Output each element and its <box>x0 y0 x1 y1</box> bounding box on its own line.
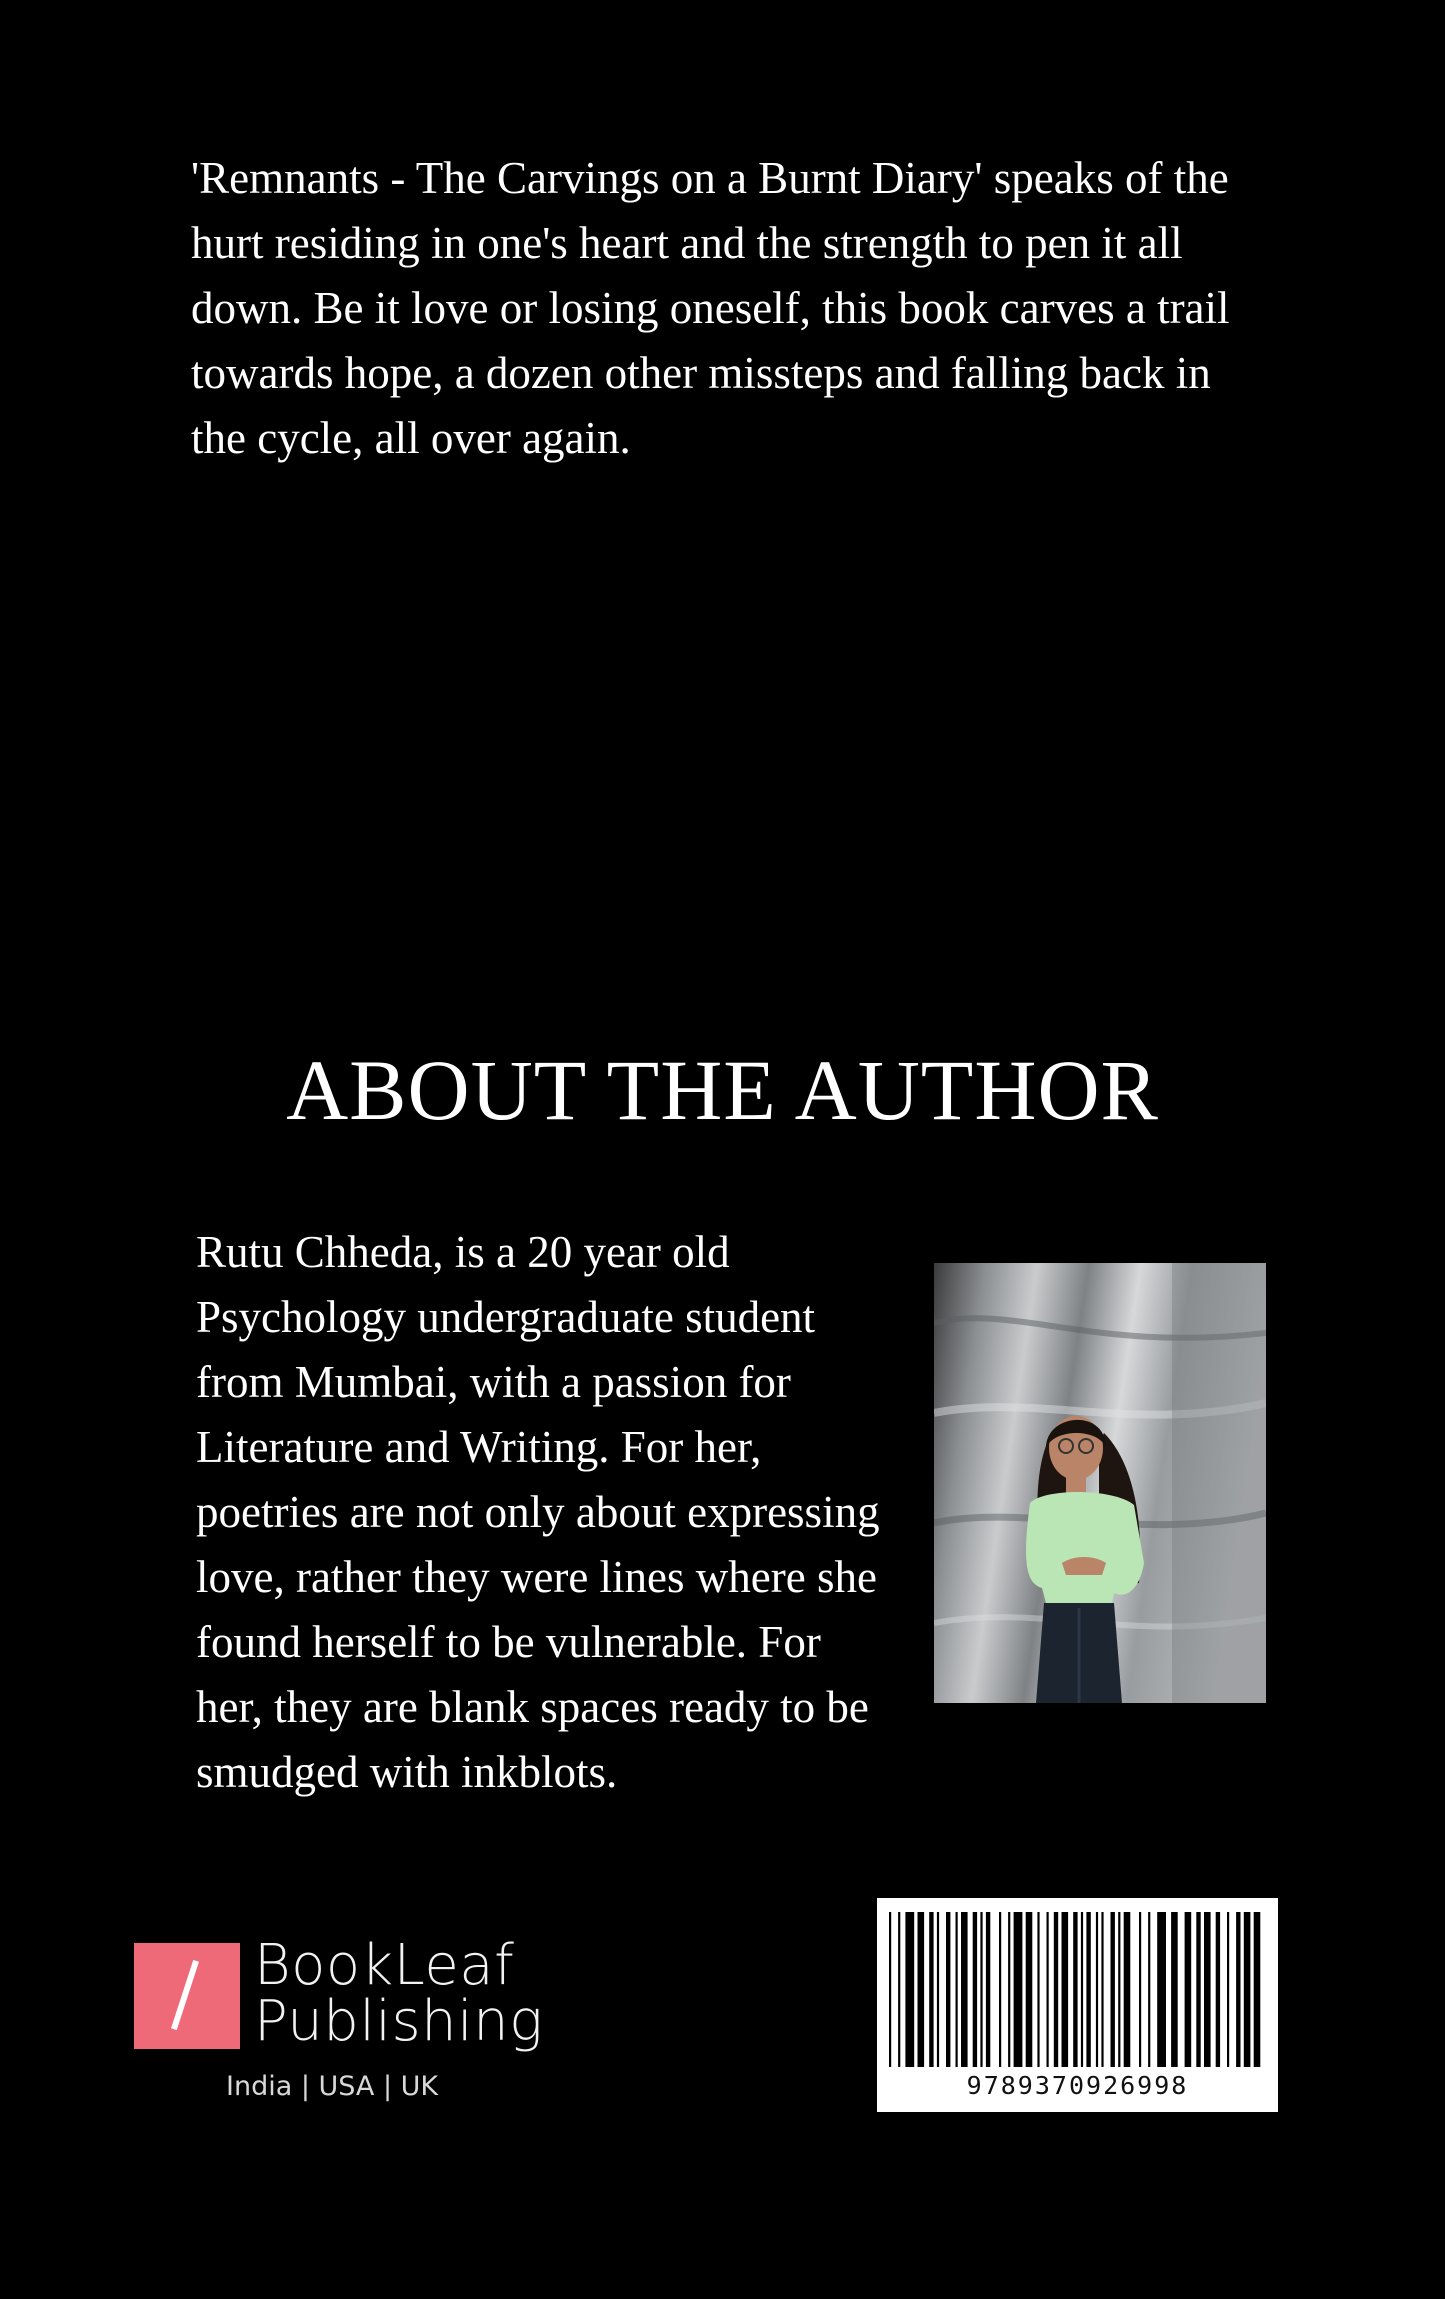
barcode-bar <box>929 1912 933 2067</box>
publisher-regions: India | USA | UK <box>226 2071 439 2102</box>
publisher-slash-icon <box>134 1943 240 2049</box>
barcode-bar <box>1196 1912 1200 2067</box>
publisher-name-line2: Publishing <box>254 1989 544 2054</box>
barcode-bar <box>1014 1912 1023 2067</box>
barcode-bar <box>1118 1912 1120 2067</box>
barcode-bar <box>1185 1912 1192 2067</box>
barcode-bar <box>980 1912 982 2067</box>
about-author-heading: ABOUT THE AUTHOR <box>286 1042 1159 1138</box>
barcode-bar <box>956 1912 958 2067</box>
barcode-bar <box>1008 1912 1010 2067</box>
isbn-number: 9789370926998 <box>966 2071 1189 2100</box>
barcode-bar <box>1054 1912 1058 2067</box>
barcode-bar <box>937 1912 939 2067</box>
barcode-bar <box>1096 1912 1098 2067</box>
barcode-bar <box>1148 1912 1150 2067</box>
barcode-bar <box>946 1912 950 2067</box>
book-blurb: 'Remnants - The Carvings on a Burnt Diary' speaks of the hurt residing in one's heart and the strength to pen it all down. Be it love or losing oneself, this book carves a trail towards hope, a dozen other missteps and falling back in the cycle, all over again. <box>191 153 1230 463</box>
barcode-bars <box>889 1912 1266 2067</box>
publisher-logo <box>134 1933 544 2113</box>
barcode-bar <box>1047 1912 1049 2067</box>
barcode-bar <box>1216 1912 1220 2067</box>
barcode-bar <box>1254 1912 1261 2067</box>
barcode-bar <box>1086 1912 1090 2067</box>
barcode-bar <box>1026 1912 1033 2067</box>
barcode-bar <box>1244 1912 1251 2067</box>
author-bio: Rutu Chheda, is a 20 year old Psychology undergraduate student from Mumbai, with a passion for Literature and Writing. For her, poetries are not only about expressing love, rather they were lines where she found herself to be vulnerable. For her, they are blank spaces ready to be smudged with inkblots. <box>196 1227 880 1797</box>
barcode-bar <box>1111 1912 1115 2067</box>
barcode-bar <box>1124 1912 1131 2067</box>
barcode-bar <box>973 1912 977 2067</box>
barcode-bar <box>1227 1912 1229 2067</box>
barcode-bar <box>1081 1912 1083 2067</box>
barcode-bar <box>1236 1912 1240 2067</box>
barcode-bar <box>898 1912 900 2067</box>
barcode-bar <box>889 1912 891 2067</box>
barcode-bar <box>1101 1912 1103 2067</box>
barcode-bar <box>1157 1912 1166 2067</box>
publisher-name-line1: BookLeaf <box>254 1933 515 1998</box>
barcode-bar <box>1171 1912 1178 2067</box>
barcode-bar <box>1204 1912 1211 2067</box>
barcode-bar <box>986 1912 990 2067</box>
barcode-bar <box>905 1912 914 2067</box>
barcode-bar <box>999 1912 1001 2067</box>
barcode-bar <box>918 1912 925 2067</box>
barcode-bar <box>1073 1912 1077 2067</box>
isbn-barcode <box>877 1898 1278 2112</box>
barcode-bar <box>1139 1912 1141 2067</box>
barcode-bar <box>961 1912 968 2067</box>
barcode-bar <box>1062 1912 1069 2067</box>
barcode-bar <box>1037 1912 1039 2067</box>
author-photo-image <box>934 1263 1266 1703</box>
author-photo <box>934 1263 1266 1703</box>
